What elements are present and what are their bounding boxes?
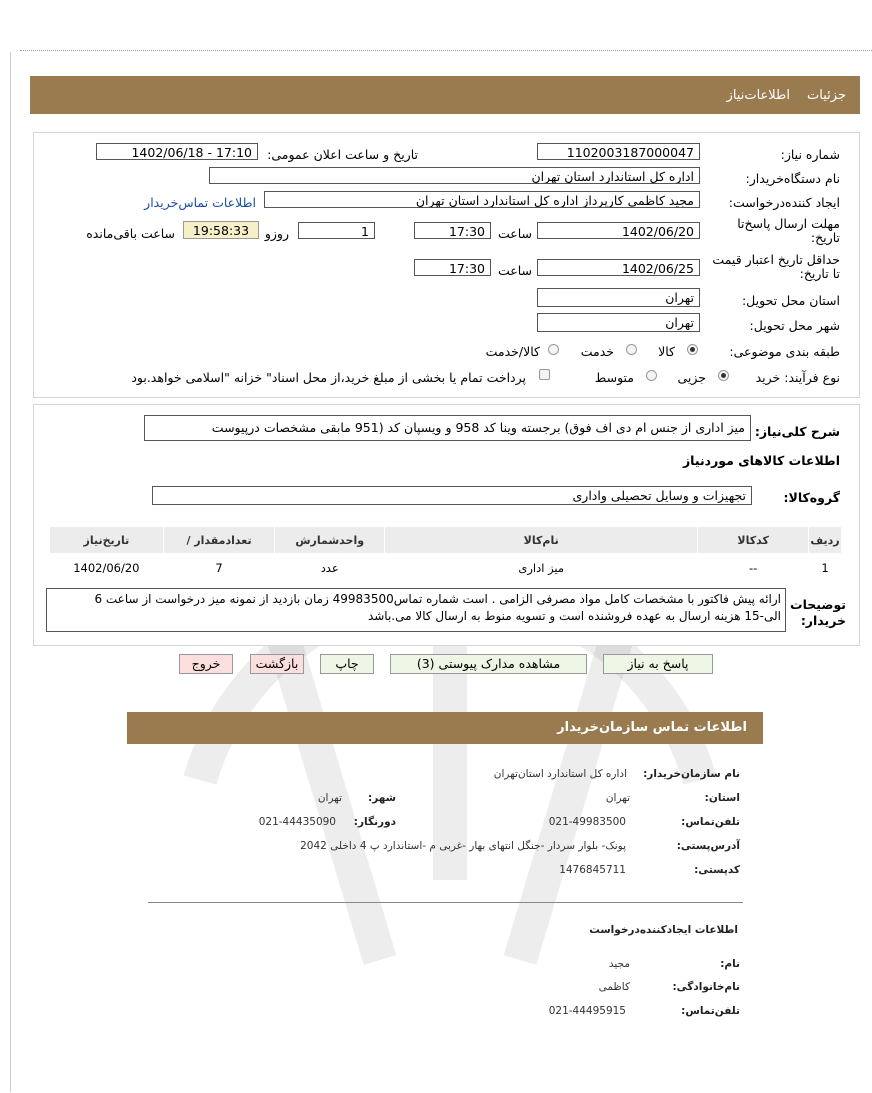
org-address-label: آدرس‌پستی:: [676, 840, 740, 852]
org-city-value: تهران: [317, 792, 342, 804]
category-radio-goods-service[interactable]: [548, 344, 559, 355]
creator-label: ایجاد کننده‌درخواست:: [728, 195, 840, 210]
org-fax-value: 021-44435090: [258, 816, 336, 828]
org-name-value: اداره کل استاندارد استان‌تهران: [493, 768, 627, 780]
buyer-contact-link[interactable]: اطلاعات تماس‌خریدار: [144, 195, 256, 210]
attachments-button[interactable]: مشاهده مدارک پیوستی (3): [390, 654, 587, 674]
creator-phone-label: تلفن‌تماس:: [681, 1005, 740, 1017]
col-header-quantity: تعدادمقدار /: [163, 527, 275, 554]
tab-details[interactable]: جزئيات: [807, 88, 846, 103]
announce-label: تاریخ و ساعت اعلان عمومی:: [267, 147, 418, 162]
org-phone-value: 021-49983500: [548, 816, 626, 828]
top-dotted-divider: [20, 50, 872, 51]
cell-date: 1402/06/20: [50, 554, 164, 583]
cell-quantity: 7: [163, 554, 275, 583]
org-province-label: استان:: [704, 792, 740, 804]
payment-note: پرداخت تمام یا بخشی از مبلغ خرید،از محل اسناد" خزانه "اسلامی خواهد.بود: [131, 370, 526, 385]
buyer-notes-field: [46, 588, 786, 632]
org-province-value: تهران: [605, 792, 630, 804]
province-label: استان محل تحویل:: [741, 293, 840, 308]
print-button[interactable]: چاپ: [320, 654, 374, 674]
goods-group-label: گروه‌کالا:: [783, 490, 840, 505]
days-field: 1: [298, 222, 375, 239]
city-field: تهران: [537, 313, 700, 332]
org-postal-value: 1476845711: [559, 864, 626, 876]
org-phone-label: تلفن‌تماس:: [681, 816, 740, 828]
process-option-medium: متوسط: [594, 370, 634, 385]
buyer-field: اداره کل استاندارد استان تهران: [209, 167, 700, 184]
org-city-label: شهر:: [368, 792, 396, 804]
section-divider: [148, 902, 743, 903]
col-header-name: نام‌کالا: [385, 527, 698, 554]
creator-family-label: نام‌خانوادگی:: [672, 981, 740, 993]
goods-group-field: تجهیزات و وسایل تحصیلی واداری: [152, 486, 752, 505]
buyer-notes-label: توضیحات خریدار:: [790, 597, 846, 628]
org-fax-label: دورنگار:: [353, 816, 396, 828]
org-contact-title: اطلاعات تماس سازمان‌خریدار: [557, 720, 747, 735]
creator-name-label: نام:: [720, 958, 740, 970]
col-header-code: کدکالا: [698, 527, 809, 554]
back-button[interactable]: بازگشت: [250, 654, 304, 674]
remaining-time-label: ساعت باقی‌مانده: [86, 226, 175, 241]
creator-info-title: اطلاعات ایجادکننده‌درخواست: [589, 924, 738, 936]
process-radio-partial[interactable]: [718, 370, 729, 381]
description-label: شرح کلی‌نیاز:: [754, 424, 840, 439]
deadline-time-field: 17:30: [414, 222, 491, 239]
payment-checkbox[interactable]: [539, 369, 550, 380]
org-name-label: نام سازمان‌خریدار:: [643, 768, 740, 780]
province-field: تهران: [537, 288, 700, 307]
days-label: روزو: [264, 226, 289, 241]
process-label: نوع فرآیند: خرید: [755, 370, 840, 385]
validity-time-field: 17:30: [414, 259, 491, 276]
process-radio-medium[interactable]: [646, 370, 657, 381]
validity-date-field: 1402/06/25: [537, 259, 700, 276]
category-radio-goods[interactable]: [687, 344, 698, 355]
need-number-label: شماره نیاز:: [780, 147, 840, 162]
validity-label: حداقل تاریخ اعتبار قیمت تا تاریخ:: [712, 252, 840, 281]
category-label: طبقه بندی موضوعی:: [729, 344, 840, 359]
deadline-date-field: 1402/06/20: [537, 222, 700, 239]
buyer-notes-line-1: ارائه پیش فاکتور با مشخصات کامل مواد مصرفی الزامی . است شماره تماس49983500 زمان بازدید از نمونه میز درخواست از ساعت 6: [94, 592, 781, 606]
category-option-goods: کالا: [658, 344, 675, 359]
process-option-partial: جزیی: [677, 370, 706, 385]
reply-button[interactable]: پاسخ به نیاز: [603, 654, 713, 674]
buyer-notes-line-2: الی-15 هزینه ارسال به عهده فروشنده است و تسویه منوط به ارسال کالا می.باشد: [367, 609, 781, 623]
org-address-value: پونک- بلوار سردار -جنگل انتهای بهار -غربی م -استاندارد پ 4 داخلی 2042: [300, 840, 626, 852]
validity-time-label: ساعت: [497, 263, 532, 278]
col-header-row: ردیف: [809, 527, 842, 554]
org-postal-label: کدپستی:: [694, 864, 740, 876]
table-row: [50, 554, 842, 583]
left-border-line: [10, 52, 11, 1092]
tab-need-info[interactable]: اطلاعات‌نیاز: [726, 88, 790, 103]
creator-field: مجید کاظمی کارپرداز اداره کل استاندارد استان تهران: [264, 191, 700, 208]
category-option-goods-service: کالا/خدمت: [485, 344, 540, 359]
buyer-label: نام دستگاه‌خریدار:: [745, 171, 840, 186]
city-label: شهر محل تحویل:: [749, 318, 840, 333]
description-field: میز اداری از جنس ام دی اف فوق) برجسته وینا کد 958 و ویسپان کد (951 مابقی مشخصات درپیوست: [144, 415, 751, 441]
deadline-time-label: ساعت: [497, 226, 532, 241]
category-option-service: خدمت: [580, 344, 614, 359]
exit-button[interactable]: خروج: [179, 654, 233, 674]
creator-family-value: کاظمی: [598, 981, 630, 993]
deadline-label: مهلت ارسال پاسخ‌تا تاریخ:: [737, 216, 840, 245]
need-number-field: 1102003187000047: [537, 143, 700, 160]
goods-section-title: اطلاعات کالاهای موردنیاز: [682, 453, 840, 468]
goods-table-header: [50, 527, 842, 554]
col-header-unit: واحدشمارش: [275, 527, 385, 554]
col-header-date: تاریخ‌نیاز: [50, 527, 164, 554]
cell-name: میز اداری: [385, 554, 698, 583]
remaining-time-display: 19:58:33: [183, 221, 259, 239]
org-contact-header: [127, 712, 763, 744]
creator-phone-value: 021-44495915: [548, 1005, 626, 1017]
top-tab-bar: [30, 76, 860, 114]
announce-datetime-field: 1402/06/18 - 17:10: [96, 143, 258, 160]
cell-code: --: [698, 554, 809, 583]
creator-name-value: مجید: [608, 958, 630, 970]
category-radio-service[interactable]: [626, 344, 637, 355]
goods-table: [49, 526, 842, 582]
cell-unit: عدد: [275, 554, 385, 583]
cell-row: 1: [809, 554, 842, 583]
